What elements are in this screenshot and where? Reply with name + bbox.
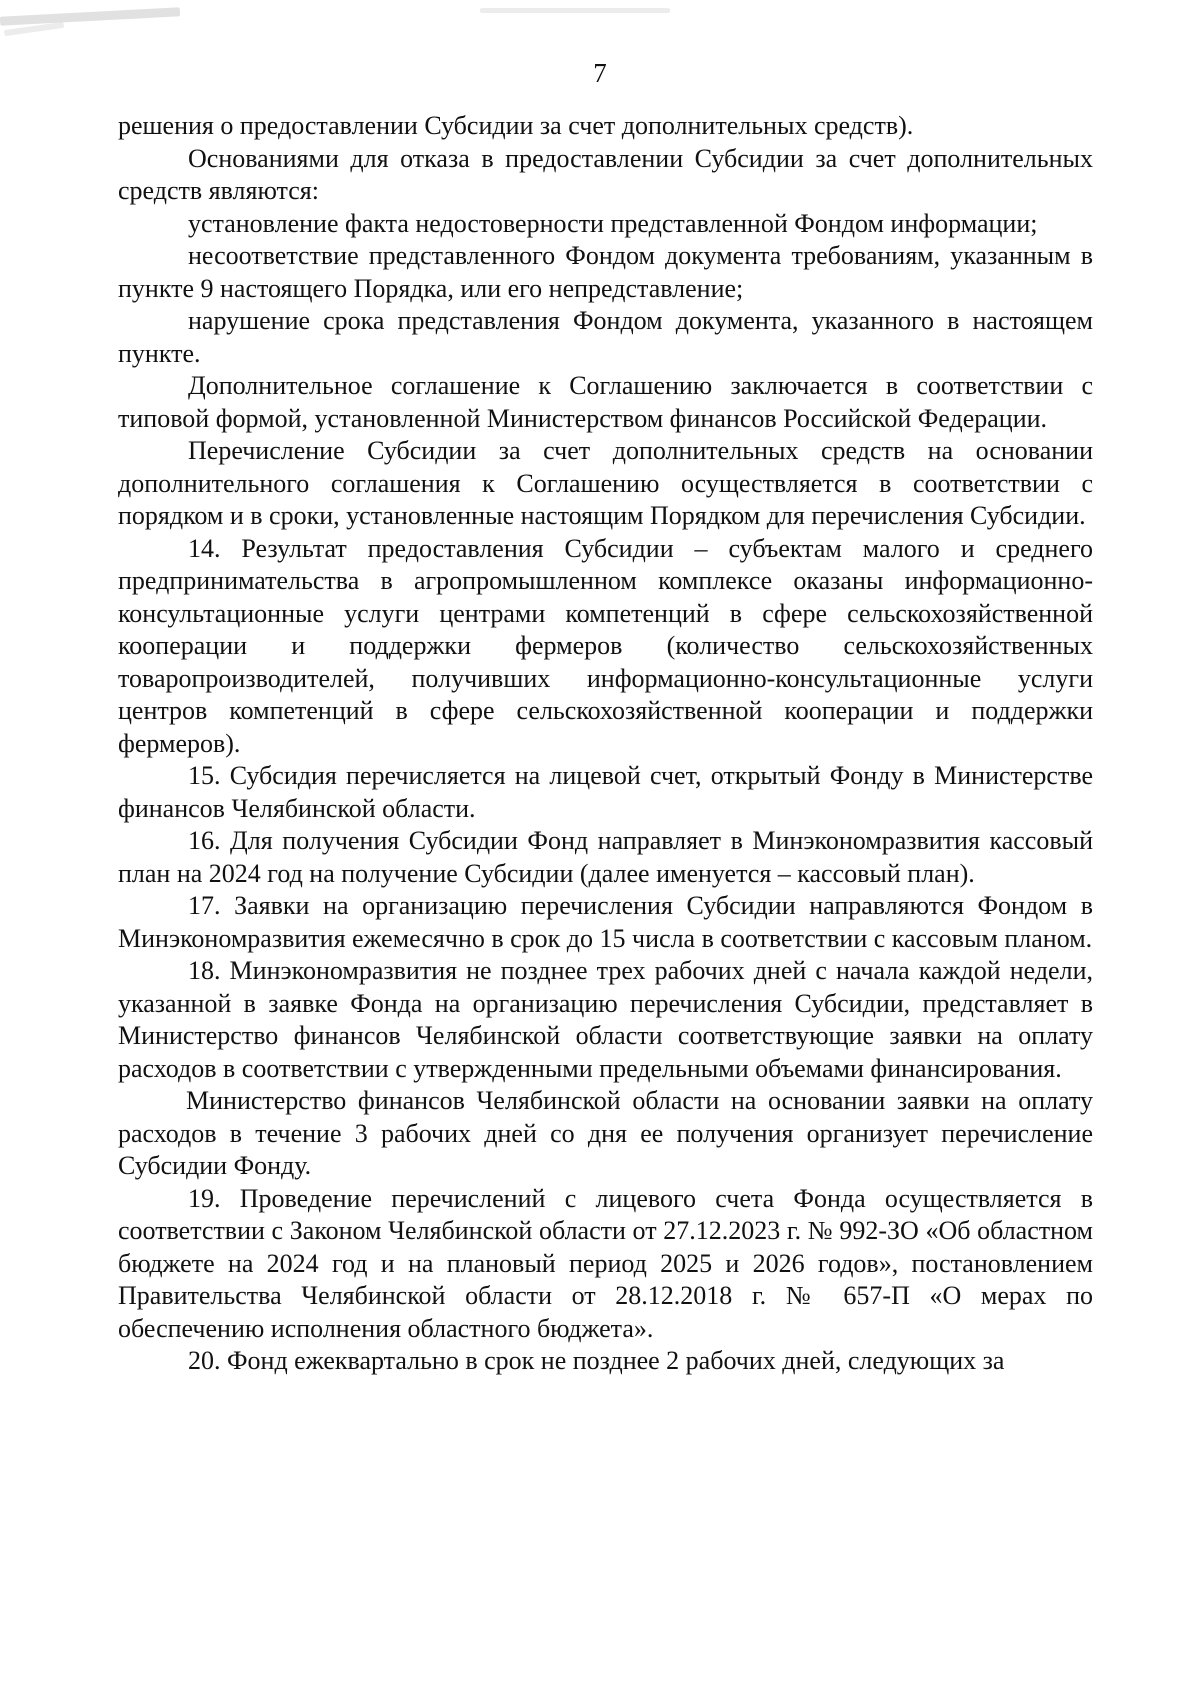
scan-artifact <box>0 7 180 25</box>
paragraph: 15. Субсидия перечисляется на лицевой счет, открытый Фонду в Министерстве финансов Челябинской области. <box>118 761 1093 823</box>
paragraph: 17. Заявки на организацию перечисления Субсидии направляются Фондом в Минэкономразвития ежемесячно в срок до 15 числа в соответствии с кассовым планом. <box>118 891 1093 953</box>
paragraph: Основаниями для отказа в предоставлении Субсидии за счет дополнительных средств являются: <box>118 143 1093 205</box>
paragraph: нарушение срока представления Фондом документа, указанного в настоящем пункте. <box>118 306 1093 368</box>
paragraph: 18. Минэкономразвития не позднее трех рабочих дней с начала каждой недели, указанной в заявке Фонда на организацию перечисления Субсидии, представляет в Министерство финансов Челябинской области соответствующие заявки на оплату расходов в соответствии с утвержденными предельными объемами финансирования. <box>118 956 1093 1083</box>
document-body <box>118 110 1093 1378</box>
paragraph: 14. Результат предоставления Субсидии – субъектам малого и среднего предпринимательства в агропромышленном комплексе оказаны информационно-консультационные услуги центрами компетенций в сфере сельскохозяйственной кооперации и поддержки фермеров (количество сельскохозяйственных товаропроизводителей, получивших информационно-консультационные услуги центров компетенций в сфере сельскохозяйственной кооперации и поддержки фермеров). <box>118 533 1093 758</box>
paragraph: решения о предоставлении Субсидии за счет дополнительных средств). <box>118 111 914 140</box>
paragraph: 20. Фонд ежеквартально в срок не позднее 2 рабочих дней, следующих за <box>188 1346 1005 1375</box>
paragraph: Перечисление Субсидии за счет дополнительных средств на основании дополнительного соглашения к Соглашению осуществляется в соответствии с порядком и в сроки, установленные настоящим Порядком для перечисления Субсидии. <box>118 436 1093 530</box>
scan-artifact <box>480 8 670 13</box>
paragraph: несоответствие представленного Фондом документа требованиям, указанным в пункте 9 настоящего Порядка, или его непредставление; <box>118 241 1093 303</box>
paragraph: Министерство финансов Челябинской области на основании заявки на оплату расходов в течение 3 рабочих дней со дня ее получения организует перечисление Субсидии Фонду. <box>118 1086 1093 1180</box>
paragraph: 16. Для получения Субсидии Фонд направляет в Минэкономразвития кассовый план на 2024 год на получение Субсидии (далее именуется – кассовый план). <box>118 826 1093 888</box>
page-number: 7 <box>593 58 607 88</box>
paragraph: 19. Проведение перечислений с лицевого счета Фонда осуществляется в соответствии с Законом Челябинской области от 27.12.2023 г. № 992-ЗО «Об областном бюджете на 2024 год и на плановый период 2025 и 2026 годов», постановлением Правительства Челябинской области от 28.12.2018 г. № 657-П «О мерах по обеспечению исполнения областного бюджета». <box>118 1183 1093 1343</box>
paragraph: Дополнительное соглашение к Соглашению заключается в соответствии с типовой формой, установленной Министерством финансов Российской Федерации. <box>118 371 1093 433</box>
paragraph: установление факта недостоверности представленной Фондом информации; <box>188 208 1038 238</box>
